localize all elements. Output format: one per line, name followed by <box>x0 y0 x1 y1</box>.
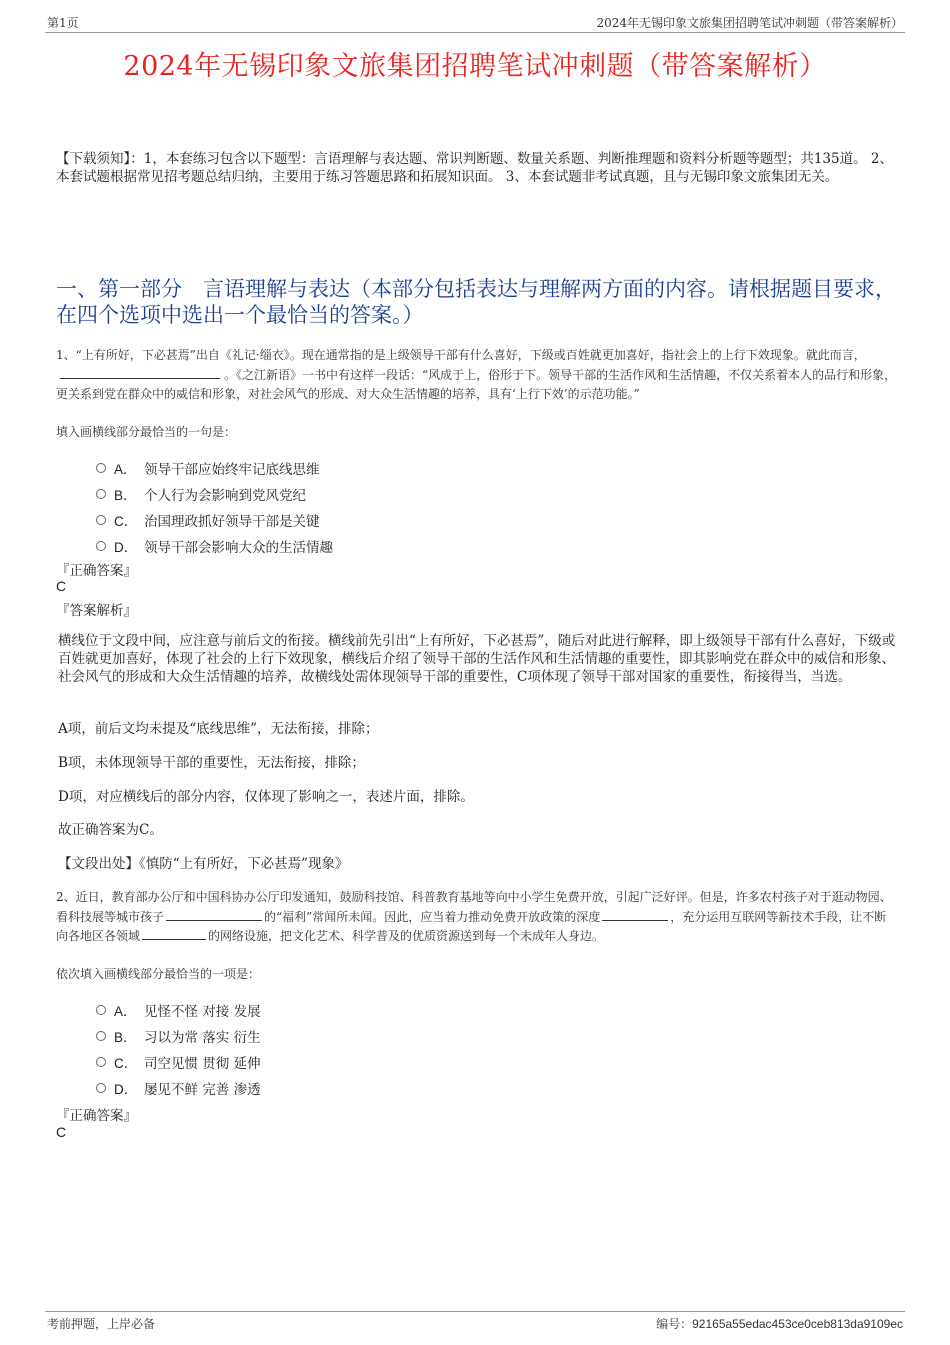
question-1-answer: C <box>56 578 67 594</box>
question-1-text <box>56 346 898 405</box>
question-1-option-d[interactable] <box>96 536 333 556</box>
option-text: 个人行为会影响到党风党纪 <box>144 488 306 504</box>
question-2-option-b[interactable] <box>96 1026 261 1046</box>
question-2-option-d[interactable] <box>96 1078 261 1098</box>
option-text: 屡见不鲜 完善 渗透 <box>144 1082 261 1098</box>
question-2-text-part-b: 的“福利”常闻所未闻。因此，应当着力推动免费开放政策的深度 <box>264 909 601 924</box>
question-2-answer: C <box>56 1124 67 1140</box>
option-letter: D． <box>114 1082 138 1097</box>
analysis-paragraph: 故正确答案为C。 <box>58 822 163 838</box>
question-2-prompt: 依次填入画横线部分最恰当的一项是： <box>56 967 261 981</box>
option-letter: C． <box>114 514 138 529</box>
question-1-text-part-b: 。《之江新语》一书中有这样一段话：“风成于上，俗形于下。领导干部的生活作风和生活情趣，不仅关系着本人的品行和形象，更关系到党在群众中的威信和形象，对社会风气的形成、对大众生活情趣的培养，具有‘上行下效’的示范功能。” <box>56 367 897 401</box>
analysis-paragraph: A项，前后文均未提及“底线思维”，无法衔接，排除； <box>58 721 379 737</box>
option-text: 领导干部应始终牢记底线思维 <box>144 462 320 478</box>
document-title: 2024年无锡印象文旅集团招聘笔试冲刺题（带答案解析） <box>123 51 827 82</box>
option-text: 习以为常 落实 衍生 <box>144 1030 261 1046</box>
analysis-paragraph: D项，对应横线后的部分内容，仅体现了影响之一，表述片面，排除。 <box>58 789 474 805</box>
option-text: 领导干部会影响大众的生活情趣 <box>144 540 333 556</box>
option-letter: D． <box>114 540 138 555</box>
question-2-option-c[interactable] <box>96 1052 261 1072</box>
radio-icon[interactable] <box>96 515 106 525</box>
question-1-option-c[interactable] <box>96 510 320 530</box>
fill-blank <box>142 927 206 940</box>
radio-icon[interactable] <box>96 1057 106 1067</box>
running-title: 2024年无锡印象文旅集团招聘笔试冲刺题（带答案解析） <box>596 16 903 30</box>
question-1-option-b[interactable] <box>96 484 306 504</box>
option-text: 治国理政抓好领导干部是关键 <box>144 514 320 530</box>
question-1-answer-label: 『正确答案』 <box>56 563 137 579</box>
radio-icon[interactable] <box>96 541 106 551</box>
section-heading: 一、第一部分 言语理解与表达（本部分包括表达与理解两方面的内容。请根据题目要求，在四个选项中选出一个最恰当的答案。） <box>56 277 896 327</box>
option-text: 见怪不怪 对接 发展 <box>144 1004 261 1020</box>
question-2-text-part-a: 2、近日，教育部办公厅和中国科协办公厅印发通知，鼓励科技馆、科普教育基地等向中小学生免费开放，引起广泛好评。但是，许多农村孩子对于逛动物园、看科技展等城市孩子 <box>56 890 892 924</box>
option-letter: A． <box>114 1004 137 1019</box>
fill-blank <box>602 908 668 921</box>
download-notice: 【下载须知】：1，本套练习包含以下题型：言语理解与表达题、常识判断题、数量关系题、判断推理题和资料分析题等题型；共135道。 2、本套试题根据常见招考题总结归纳，主要用于练习答题思路和拓展知识面。 3、本套试题非考试真题，且与无锡印象文旅集团无关。 <box>56 151 893 185</box>
radio-icon[interactable] <box>96 1083 106 1093</box>
question-2-text-part-c: ，充分运用互联网等新技术手段，让不断向各地区各领域 <box>56 909 887 943</box>
option-letter: A． <box>114 462 137 477</box>
question-1-option-a[interactable] <box>96 458 320 478</box>
option-text: 司空见惯 贯彻 延伸 <box>144 1056 261 1072</box>
question-1-prompt: 填入画横线部分最恰当的一句是： <box>56 425 237 439</box>
header-divider <box>45 32 905 33</box>
analysis-paragraph: B项，未体现领导干部的重要性，无法衔接，排除； <box>58 755 365 771</box>
question-1-text-part-a: 1、“上有所好，下必甚焉”出自《礼记·缁衣》。现在通常指的是上级领导干部有什么喜好，下级或百姓就更加喜好，指社会上的上行下效现象。就此而言， <box>56 348 866 362</box>
fill-blank <box>166 908 262 921</box>
document-id: 编号：92165a55edac453ce0ceb813da9109ec <box>656 1317 903 1331</box>
footer-slogan: 考前押题，上岸必备 <box>47 1317 156 1331</box>
page-number: 第1页 <box>47 16 79 30</box>
question-2-option-a[interactable] <box>96 1000 261 1020</box>
question-1-analysis-label: 『答案解析』 <box>56 603 137 619</box>
radio-icon[interactable] <box>96 1031 106 1041</box>
question-2-text <box>56 888 898 947</box>
analysis-paragraph: 横线位于文段中间，应注意与前后文的衔接。横线前先引出“上有所好，下必甚焉”，随后对此进行解释，即上级领导干部有什么喜好，下级或百姓就更加喜好，体现了社会的上行下效现象，横线后介绍了领导干部的生活作风和生活情趣的重要性，即其影响党在群众中的威信和形象、社会风气的形成和大众生活情趣的培养，故横线处需体现领导干部的重要性，C项体现了领导干部对国家的重要性，衔接得当，当选。 <box>58 633 896 685</box>
radio-icon[interactable] <box>96 489 106 499</box>
option-letter: B． <box>114 1030 137 1045</box>
option-letter: C． <box>114 1056 138 1071</box>
analysis-source: 【文段出处】《慎防“上有所好，下必甚焉”现象》 <box>58 856 349 872</box>
radio-icon[interactable] <box>96 463 106 473</box>
option-letter: B． <box>114 488 137 503</box>
fill-blank <box>60 366 220 379</box>
question-2-text-part-d: 的网络设施，把文化艺术、科学普及的优质资源送到每一个未成年人身边。 <box>208 929 605 943</box>
radio-icon[interactable] <box>96 1005 106 1015</box>
footer-divider <box>45 1311 905 1312</box>
question-2-answer-label: 『正确答案』 <box>56 1108 137 1124</box>
